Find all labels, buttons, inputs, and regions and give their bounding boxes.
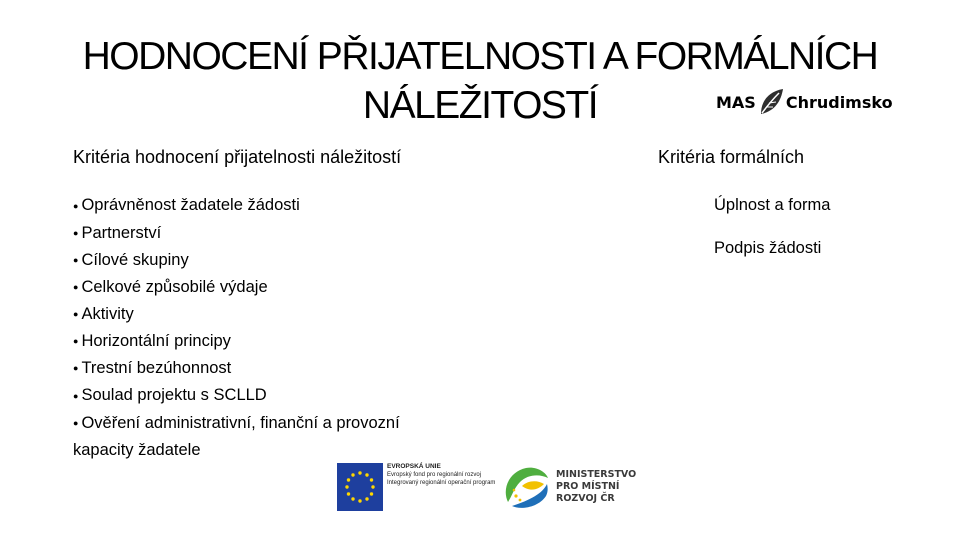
- leaf-icon: [757, 87, 785, 117]
- mmr-logo-line-3: ROZVOJ ČR: [556, 493, 615, 504]
- bullet-icon: ●: [73, 282, 79, 293]
- list-item-label: Trestní bezúhonnost: [81, 359, 232, 378]
- bullet-icon: ●: [73, 254, 79, 265]
- list-item-label: Cílové skupiny: [81, 250, 189, 269]
- eu-logo-line-3: Integrovaný regionální operační program: [387, 480, 496, 486]
- list-item: [73, 274, 453, 301]
- list-item: [73, 355, 453, 382]
- mmr-logo-line-1: MINISTERSTVO: [556, 469, 637, 480]
- bullet-icon: ●: [73, 227, 79, 238]
- left-criteria-list: [73, 197, 453, 464]
- list-item: [73, 220, 453, 247]
- list-item-label: Oprávněnost žadatele žádosti: [81, 196, 300, 214]
- logo-text-mas: MAS: [716, 92, 756, 112]
- right-column-heading: Kritéria formálních: [658, 147, 805, 167]
- left-column-heading: Kritéria hodnocení přijatelnosti náležitostí: [73, 147, 402, 167]
- bullet-icon: ●: [73, 363, 79, 374]
- bullet-icon: ●: [73, 200, 79, 211]
- list-item-label: Horizontální principy: [81, 332, 231, 351]
- mmr-emblem-icon: [500, 462, 552, 512]
- mmr-logo-text: [556, 469, 636, 505]
- logo-text-chrudimsko: Chrudimsko: [785, 92, 893, 112]
- list-item-label: Aktivity: [81, 305, 134, 324]
- bullet-icon: ●: [73, 390, 79, 401]
- list-item: [73, 247, 453, 274]
- list-item: [714, 196, 830, 239]
- list-item: [73, 328, 453, 355]
- list-item-label: Partnerství: [81, 223, 162, 242]
- list-item-label: Soulad projektu s SCLLD: [81, 386, 267, 405]
- list-item: [73, 382, 453, 409]
- title-line-2: NÁLEŽITOSTÍ: [362, 84, 598, 127]
- bullet-icon: ●: [73, 417, 79, 428]
- right-criteria-list: [714, 196, 830, 282]
- bullet-icon: ●: [73, 336, 79, 347]
- mmr-logo-line-2: PRO MÍSTNÍ: [556, 481, 620, 492]
- bullet-icon: ●: [73, 309, 79, 320]
- mas-chrudimsko-logo: [716, 86, 893, 118]
- eu-flag-icon: [337, 463, 383, 511]
- eu-logo-line-2: Evropský fond pro regionální rozvoj: [387, 472, 482, 478]
- list-item-label: Celkové způsobilé výdaje: [81, 277, 268, 296]
- title-line-1: HODNOCENÍ PŘIJATELNOSTI A FORMÁLNÍCH: [82, 35, 878, 78]
- list-item: [73, 197, 453, 214]
- mmr-logo: [500, 462, 636, 512]
- list-item: [714, 239, 830, 282]
- eu-logo-line-1: EVROPSKÁ UNIE: [387, 463, 441, 470]
- list-item: [73, 301, 453, 328]
- list-item-label: Úplnost a forma: [714, 196, 831, 214]
- list-item: [73, 410, 453, 464]
- list-item-label: Ověření administrativní, finanční a provozní kapacity žadatele: [73, 413, 400, 459]
- list-item-label: Podpis žádosti: [714, 239, 822, 257]
